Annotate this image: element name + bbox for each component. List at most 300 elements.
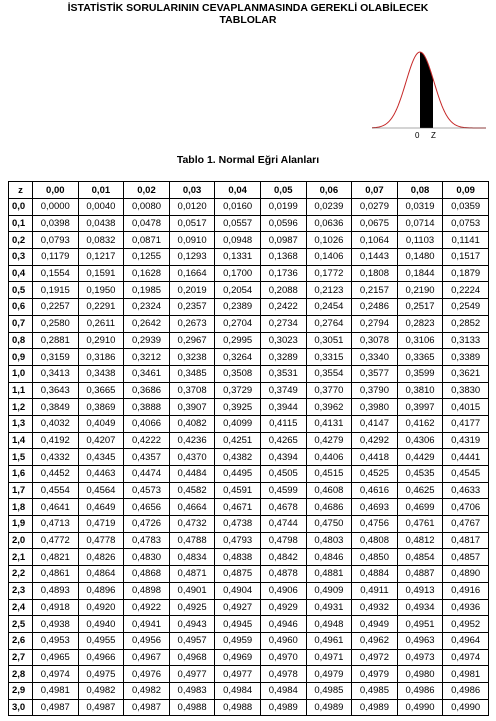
- row-z-value: 0,9: [9, 349, 33, 366]
- table-cell: 0,3643: [33, 382, 79, 399]
- row-z-value: 1,8: [9, 499, 33, 516]
- row-z-value: 1,6: [9, 466, 33, 483]
- table-cell: 0,2673: [169, 315, 215, 332]
- table-cell: 0,4830: [124, 549, 170, 566]
- table-cell: 0,4099: [215, 415, 261, 432]
- table-cell: 0,4956: [124, 632, 170, 649]
- column-header: 0,02: [124, 182, 170, 199]
- table-cell: 0,4633: [443, 482, 489, 499]
- table-row: [9, 249, 489, 266]
- table-cell: 0,0910: [169, 232, 215, 249]
- table-cell: 0,4989: [306, 699, 352, 716]
- table-cell: 0,0478: [124, 215, 170, 232]
- table-cell: 0,4941: [124, 616, 170, 633]
- table-cell: 0,2517: [397, 299, 443, 316]
- table-cell: 0,3577: [352, 365, 398, 382]
- table-cell: 0,3078: [352, 332, 398, 349]
- table-cell: 0,1217: [78, 249, 124, 266]
- table-cell: 0,4803: [306, 532, 352, 549]
- table-cell: 0,0714: [397, 215, 443, 232]
- table-cell: 0,4649: [78, 499, 124, 516]
- table-cell: 0,4871: [169, 566, 215, 583]
- table-cell: 0,4382: [215, 449, 261, 466]
- table-cell: 0,1368: [260, 249, 306, 266]
- table-cell: 0,4564: [78, 482, 124, 499]
- table-cell: 0,4887: [397, 566, 443, 583]
- table-cell: 0,4978: [260, 666, 306, 683]
- table-cell: 0,4394: [260, 449, 306, 466]
- header-title-line1: İSTATİSTİK SORULARININ CEVAPLANMASINDA GEREKLİ OLABİLECEK: [67, 2, 429, 14]
- table-cell: 0,4968: [169, 649, 215, 666]
- table-row: [9, 265, 489, 282]
- table-cell: 0,4306: [397, 432, 443, 449]
- column-header: 0,09: [443, 182, 489, 199]
- table-cell: 0,4147: [352, 415, 398, 432]
- table-cell: 0,4162: [397, 415, 443, 432]
- table-cell: 0,4916: [443, 582, 489, 599]
- table-row: [9, 699, 489, 716]
- table-cell: 0,3830: [443, 382, 489, 399]
- table-cell: 0,2190: [397, 282, 443, 299]
- table-cell: 0,4984: [215, 682, 261, 699]
- curve-label-zero: 0: [415, 131, 420, 140]
- table-cell: 0,4925: [169, 599, 215, 616]
- table-cell: 0,4981: [33, 682, 79, 699]
- header-title-line2: TABLOLAR: [219, 14, 277, 26]
- column-header: 0,00: [33, 182, 79, 199]
- table-cell: 0,4495: [215, 466, 261, 483]
- table-cell: 0,4906: [260, 582, 306, 599]
- row-z-value: 1,9: [9, 516, 33, 533]
- table-row: [9, 232, 489, 249]
- row-z-value: 2,7: [9, 649, 33, 666]
- table-cell: 0,1331: [215, 249, 261, 266]
- row-z-value: 0,3: [9, 249, 33, 266]
- table-cell: 0,4857: [443, 549, 489, 566]
- table-cell: 0,1736: [260, 265, 306, 282]
- table-cell: 0,2257: [33, 299, 79, 316]
- table-cell: 0,4898: [124, 582, 170, 599]
- table-cell: 0,4913: [397, 582, 443, 599]
- table-cell: 0,1950: [78, 282, 124, 299]
- row-z-value: 1,4: [9, 432, 33, 449]
- table-cell: 0,4970: [260, 649, 306, 666]
- table-cell: 0,1179: [33, 249, 79, 266]
- table-cell: 0,4934: [397, 599, 443, 616]
- table-cell: 0,4505: [260, 466, 306, 483]
- table-cell: 0,4976: [124, 666, 170, 683]
- table-row: [9, 282, 489, 299]
- table-cell: 0,4332: [33, 449, 79, 466]
- table-cell: 0,4981: [443, 666, 489, 683]
- document-header: [0, 2, 496, 26]
- table-row: [9, 549, 489, 566]
- column-header: 0,03: [169, 182, 215, 199]
- table-cell: 0,3106: [397, 332, 443, 349]
- table-cell: 0,4641: [33, 499, 79, 516]
- table-cell: 0,3264: [215, 349, 261, 366]
- table-cell: 0,4977: [169, 666, 215, 683]
- table-cell: 0,4719: [78, 516, 124, 533]
- table-cell: 0,4861: [33, 566, 79, 583]
- table-row: [9, 349, 489, 366]
- table-cell: 0,4979: [306, 666, 352, 683]
- table-cell: 0,4909: [306, 582, 352, 599]
- table-row: [9, 382, 489, 399]
- table-cell: 0,4980: [397, 666, 443, 683]
- table-cell: 0,3907: [169, 399, 215, 416]
- table-cell: 0,3790: [352, 382, 398, 399]
- table-cell: 0,4854: [397, 549, 443, 566]
- table-row: [9, 616, 489, 633]
- row-z-value: 1,1: [9, 382, 33, 399]
- table-cell: 0,4616: [352, 482, 398, 499]
- table-row: [9, 516, 489, 533]
- table-cell: 0,4429: [397, 449, 443, 466]
- table-cell: 0,2939: [124, 332, 170, 349]
- table-cell: 0,4973: [397, 649, 443, 666]
- row-z-value: 2,2: [9, 566, 33, 583]
- table-cell: 0,1406: [306, 249, 352, 266]
- row-z-value: 2,3: [9, 582, 33, 599]
- table-cell: 0,4515: [306, 466, 352, 483]
- column-header: 0,08: [397, 182, 443, 199]
- table-cell: 0,2422: [260, 299, 306, 316]
- table-cell: 0,4599: [260, 482, 306, 499]
- table-cell: 0,4990: [397, 699, 443, 716]
- normal-curve-figure: [370, 42, 488, 142]
- table-cell: 0,1554: [33, 265, 79, 282]
- table-cell: 0,4744: [260, 516, 306, 533]
- table-cell: 0,4975: [78, 666, 124, 683]
- table-cell: 0,4664: [169, 499, 215, 516]
- normal-curve-svg: [370, 42, 488, 142]
- table-cell: 0,4817: [443, 532, 489, 549]
- table-cell: 0,4812: [397, 532, 443, 549]
- table-cell: 0,4962: [352, 632, 398, 649]
- table-cell: 0,3438: [78, 365, 124, 382]
- table-cell: 0,1103: [397, 232, 443, 249]
- table-cell: 0,4875: [215, 566, 261, 583]
- table-cell: 0,4693: [352, 499, 398, 516]
- table-cell: 0,1517: [443, 249, 489, 266]
- table-cell: 0,3365: [397, 349, 443, 366]
- table-cell: 0,2580: [33, 315, 79, 332]
- table-cell: 0,4525: [352, 466, 398, 483]
- table-cell: 0,4357: [124, 449, 170, 466]
- table-cell: 0,3238: [169, 349, 215, 366]
- table-cell: 0,4838: [215, 549, 261, 566]
- table-row: [9, 566, 489, 583]
- table-row: [9, 415, 489, 432]
- table-cell: 0,4974: [443, 649, 489, 666]
- table-cell: 0,4987: [33, 699, 79, 716]
- table-cell: 0,4955: [78, 632, 124, 649]
- table-cell: 0,4911: [352, 582, 398, 599]
- table-cell: 0,4406: [306, 449, 352, 466]
- table-cell: 0,4484: [169, 466, 215, 483]
- table-cell: 0,4131: [306, 415, 352, 432]
- table-cell: 0,4948: [306, 616, 352, 633]
- table-cell: 0,4846: [306, 549, 352, 566]
- table-cell: 0,3159: [33, 349, 79, 366]
- table-cell: 0,3485: [169, 365, 215, 382]
- table-row: [9, 466, 489, 483]
- row-z-value: 0,7: [9, 315, 33, 332]
- row-z-value: 3,0: [9, 699, 33, 716]
- table-cell: 0,4732: [169, 516, 215, 533]
- row-z-value: 1,5: [9, 449, 33, 466]
- table-cell: 0,0359: [443, 199, 489, 216]
- table-cell: 0,2224: [443, 282, 489, 299]
- table-cell: 0,4452: [33, 466, 79, 483]
- column-header: 0,01: [78, 182, 124, 199]
- table-cell: 0,4920: [78, 599, 124, 616]
- table-cell: 0,0517: [169, 215, 215, 232]
- table-cell: 0,3997: [397, 399, 443, 416]
- table-cell: 0,3708: [169, 382, 215, 399]
- curve-label-z: Z: [431, 131, 436, 140]
- table-cell: 0,4988: [215, 699, 261, 716]
- column-header: 0,05: [260, 182, 306, 199]
- table-cell: 0,4767: [443, 516, 489, 533]
- table-cell: 0,4808: [352, 532, 398, 549]
- table-cell: 0,4953: [33, 632, 79, 649]
- table-cell: 0,4463: [78, 466, 124, 483]
- table-cell: 0,2157: [352, 282, 398, 299]
- table-cell: 0,4984: [260, 682, 306, 699]
- table-cell: 0,4251: [215, 432, 261, 449]
- row-z-value: 2,5: [9, 616, 33, 633]
- table-cell: 0,4625: [397, 482, 443, 499]
- table-cell: 0,4940: [78, 616, 124, 633]
- table-cell: 0,0675: [352, 215, 398, 232]
- table-cell: 0,4927: [215, 599, 261, 616]
- table-cell: 0,4656: [124, 499, 170, 516]
- table-cell: 0,4826: [78, 549, 124, 566]
- table-row: [9, 299, 489, 316]
- table-cell: 0,4738: [215, 516, 261, 533]
- row-z-value: 2,0: [9, 532, 33, 549]
- table-cell: 0,4922: [124, 599, 170, 616]
- table-cell: 0,2764: [306, 315, 352, 332]
- table-cell: 0,4982: [124, 682, 170, 699]
- table-cell: 0,1293: [169, 249, 215, 266]
- table-cell: 0,4931: [306, 599, 352, 616]
- table-row: [9, 215, 489, 232]
- table-cell: 0,4881: [306, 566, 352, 583]
- table-cell: 0,4713: [33, 516, 79, 533]
- table-cell: 0,4868: [124, 566, 170, 583]
- table-cell: 0,3531: [260, 365, 306, 382]
- table-cell: 0,4418: [352, 449, 398, 466]
- table-cell: 0,4986: [443, 682, 489, 699]
- table-cell: 0,1591: [78, 265, 124, 282]
- table-cell: 0,4938: [33, 616, 79, 633]
- table-cell: 0,0080: [124, 199, 170, 216]
- table-cell: 0,3962: [306, 399, 352, 416]
- table-cell: 0,1844: [397, 265, 443, 282]
- table-cell: 0,2088: [260, 282, 306, 299]
- table-cell: 0,0000: [33, 199, 79, 216]
- table-cell: 0,4986: [397, 682, 443, 699]
- table-cell: 0,3770: [306, 382, 352, 399]
- table-cell: 0,4963: [397, 632, 443, 649]
- column-header: 0,04: [215, 182, 261, 199]
- table-cell: 0,2123: [306, 282, 352, 299]
- table-cell: 0,3051: [306, 332, 352, 349]
- table-cell: 0,0120: [169, 199, 215, 216]
- table-cell: 0,4918: [33, 599, 79, 616]
- table-cell: 0,4987: [78, 699, 124, 716]
- table-cell: 0,0398: [33, 215, 79, 232]
- shaded-area: [420, 52, 433, 128]
- table-cell: 0,4974: [33, 666, 79, 683]
- column-header: 0,07: [352, 182, 398, 199]
- table-row: [9, 449, 489, 466]
- table-cell: 0,4678: [260, 499, 306, 516]
- table-cell: 0,3186: [78, 349, 124, 366]
- table-cell: 0,4591: [215, 482, 261, 499]
- row-z-value: 0,0: [9, 199, 33, 216]
- table-row: [9, 482, 489, 499]
- table-row: [9, 199, 489, 216]
- table-cell: 0,4821: [33, 549, 79, 566]
- table-cell: 0,2704: [215, 315, 261, 332]
- row-z-value: 1,3: [9, 415, 33, 432]
- table-cell: 0,4798: [260, 532, 306, 549]
- table-row: [9, 599, 489, 616]
- table-cell: 0,3461: [124, 365, 170, 382]
- table-cell: 0,3340: [352, 349, 398, 366]
- table-cell: 0,4983: [169, 682, 215, 699]
- row-z-value: 2,4: [9, 599, 33, 616]
- table-cell: 0,0557: [215, 215, 261, 232]
- table-cell: 0,1255: [124, 249, 170, 266]
- table-cell: 0,4319: [443, 432, 489, 449]
- table-cell: 0,1808: [352, 265, 398, 282]
- table-body: [9, 199, 489, 716]
- table-cell: 0,4969: [215, 649, 261, 666]
- table-cell: 0,4788: [169, 532, 215, 549]
- table-cell: 0,4951: [397, 616, 443, 633]
- table-cell: 0,3665: [78, 382, 124, 399]
- table-cell: 0,0438: [78, 215, 124, 232]
- table-cell: 0,4966: [78, 649, 124, 666]
- table-cell: 0,4893: [33, 582, 79, 599]
- table-cell: 0,4015: [443, 399, 489, 416]
- table-cell: 0,2454: [306, 299, 352, 316]
- table-cell: 0,1664: [169, 265, 215, 282]
- table-cell: 0,4864: [78, 566, 124, 583]
- table-cell: 0,3413: [33, 365, 79, 382]
- row-z-value: 2,1: [9, 549, 33, 566]
- table-cell: 0,4573: [124, 482, 170, 499]
- row-z-value: 0,5: [9, 282, 33, 299]
- table-cell: 0,2823: [397, 315, 443, 332]
- table-cell: 0,0239: [306, 199, 352, 216]
- table-cell: 0,3869: [78, 399, 124, 416]
- table-cell: 0,4265: [260, 432, 306, 449]
- table-cell: 0,2734: [260, 315, 306, 332]
- table-row: [9, 499, 489, 516]
- normal-curve-table: [8, 181, 489, 716]
- table-cell: 0,0319: [397, 199, 443, 216]
- table-cell: 0,4982: [78, 682, 124, 699]
- table-cell: 0,4972: [352, 649, 398, 666]
- table-cell: 0,4990: [443, 699, 489, 716]
- table-cell: 0,1141: [443, 232, 489, 249]
- table-cell: 0,4370: [169, 449, 215, 466]
- table-cell: 0,0987: [260, 232, 306, 249]
- table-cell: 0,4884: [352, 566, 398, 583]
- row-z-value: 1,2: [9, 399, 33, 416]
- table-row: [9, 582, 489, 599]
- table-row: [9, 315, 489, 332]
- table-cell: 0,4783: [124, 532, 170, 549]
- table-cell: 0,4977: [215, 666, 261, 683]
- table-cell: 0,3729: [215, 382, 261, 399]
- table-cell: 0,1480: [397, 249, 443, 266]
- table-cell: 0,4726: [124, 516, 170, 533]
- table-cell: 0,4545: [443, 466, 489, 483]
- table-cell: 0,4474: [124, 466, 170, 483]
- table-cell: 0,0753: [443, 215, 489, 232]
- table-cell: 0,2995: [215, 332, 261, 349]
- table-cell: 0,3289: [260, 349, 306, 366]
- table-cell: 0,4967: [124, 649, 170, 666]
- table-cell: 0,4686: [306, 499, 352, 516]
- table-cell: 0,1443: [352, 249, 398, 266]
- table-cell: 0,3389: [443, 349, 489, 366]
- table-cell: 0,4279: [306, 432, 352, 449]
- table-cell: 0,4441: [443, 449, 489, 466]
- table-cell: 0,4985: [352, 682, 398, 699]
- row-z-value: 0,4: [9, 265, 33, 282]
- table-cell: 0,4957: [169, 632, 215, 649]
- table-cell: 0,4952: [443, 616, 489, 633]
- table-cell: 0,4582: [169, 482, 215, 499]
- table-cell: 0,4032: [33, 415, 79, 432]
- table-cell: 0,4292: [352, 432, 398, 449]
- table-cell: 0,3810: [397, 382, 443, 399]
- table-cell: 0,2967: [169, 332, 215, 349]
- table-cell: 0,4904: [215, 582, 261, 599]
- table-cell: 0,4979: [352, 666, 398, 683]
- table-cell: 0,4850: [352, 549, 398, 566]
- table-cell: 0,4901: [169, 582, 215, 599]
- table-cell: 0,4988: [169, 699, 215, 716]
- table-row: [9, 632, 489, 649]
- table-cell: 0,0832: [78, 232, 124, 249]
- table-cell: 0,4049: [78, 415, 124, 432]
- table-row: [9, 332, 489, 349]
- table-cell: 0,0948: [215, 232, 261, 249]
- table-row: [9, 432, 489, 449]
- table-cell: 0,1772: [306, 265, 352, 282]
- column-header: 0,06: [306, 182, 352, 199]
- table-cell: 0,2794: [352, 315, 398, 332]
- table-cell: 0,0040: [78, 199, 124, 216]
- table-cell: 0,4535: [397, 466, 443, 483]
- table-cell: 0,4964: [443, 632, 489, 649]
- row-z-value: 0,1: [9, 215, 33, 232]
- table-cell: 0,4890: [443, 566, 489, 583]
- table-cell: 0,1628: [124, 265, 170, 282]
- table-cell: 0,3554: [306, 365, 352, 382]
- table-cell: 0,3888: [124, 399, 170, 416]
- table-cell: 0,4066: [124, 415, 170, 432]
